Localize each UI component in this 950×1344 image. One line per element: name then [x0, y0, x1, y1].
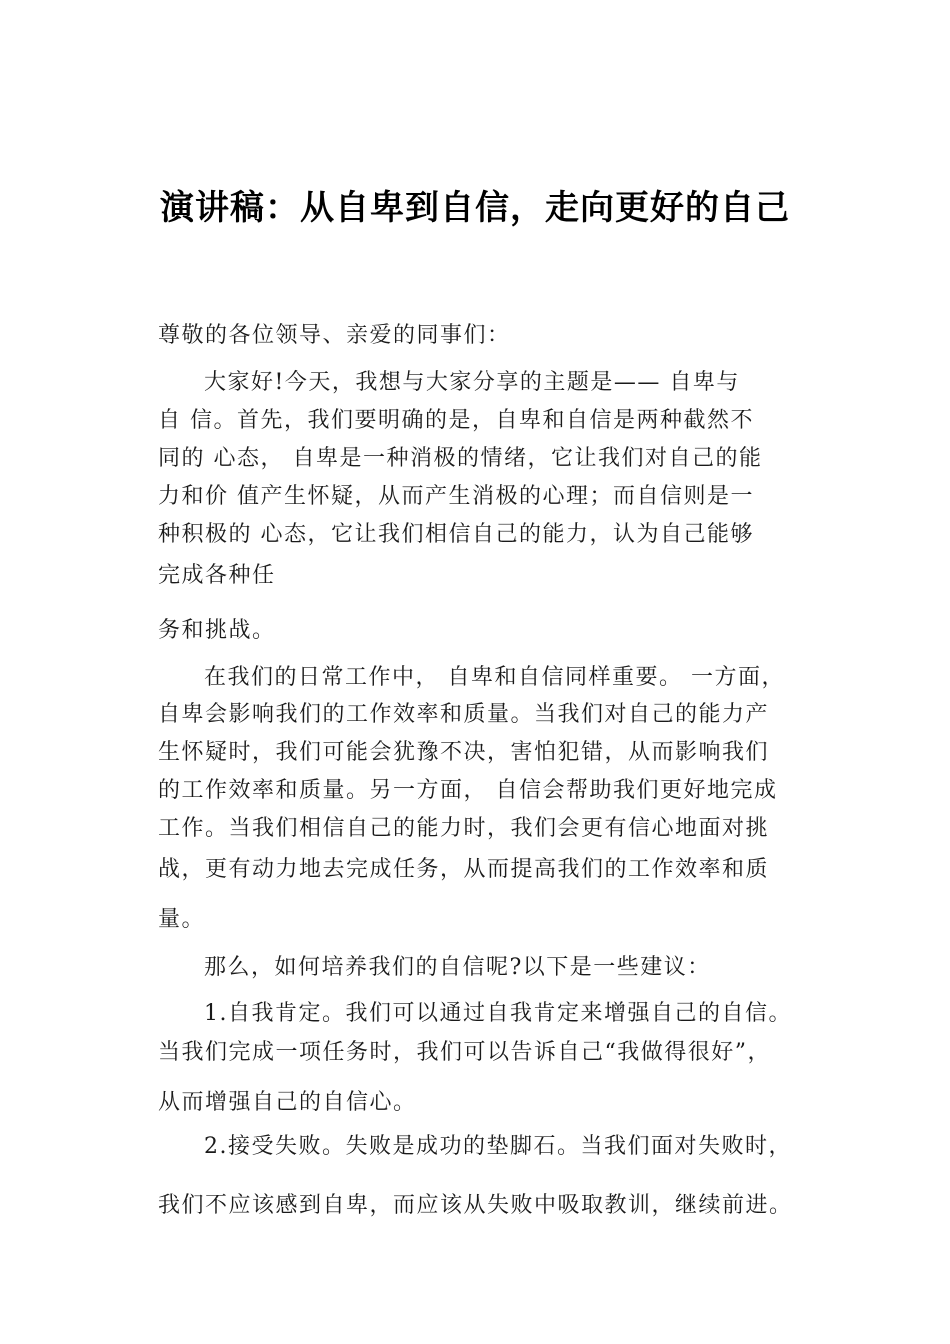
list-item-line: 从而增强自己的自信心。	[158, 1090, 417, 1115]
paragraph-line: 大家好!今天，我想与大家分享的主题是—— 自卑与	[204, 370, 740, 395]
paragraph-line: 生怀疑时，我们可能会犹豫不决，害怕犯错，从而影响我们	[158, 740, 770, 765]
paragraph-line: 完成各种任	[158, 563, 276, 588]
list-item-line: 2.接受失败。失败是成功的垫脚石。当我们面对失败时，	[204, 1134, 792, 1159]
paragraph-line: 量。	[158, 907, 206, 932]
paragraph-line: 那么，如何培养我们的自信呢?以下是一些建议：	[204, 955, 711, 980]
salutation: 尊敬的各位领导、亲爱的同事们：	[158, 323, 511, 348]
paragraph-line: 工作。当我们相信自己的能力时，我们会更有信心地面对挑	[158, 816, 770, 841]
paragraph-line: 战，更有动力地去完成任务，从而提高我们的工作效率和质	[158, 857, 770, 882]
paragraph-line: 力和价 值产生怀疑，从而产生消极的心理；而自信则是一	[158, 484, 754, 509]
list-item-line: 我们不应该感到自卑，而应该从失败中吸取教训，继续前进。	[158, 1193, 793, 1218]
paragraph-line: 自 信。首先，我们要明确的是，自卑和自信是两种截然不	[158, 408, 754, 433]
list-item-line: 当我们完成一项任务时，我们可以告诉自己“我做得很好”，	[158, 1040, 771, 1065]
list-item-line: 1.自我肯定。我们可以通过自我肯定来增强自己的自信。	[204, 1001, 792, 1026]
paragraph-line: 自卑会影响我们的工作效率和质量。当我们对自己的能力产	[158, 702, 770, 727]
paragraph-line: 在我们的日常工作中， 自卑和自信同样重要。 一方面，	[204, 665, 785, 690]
paragraph-line: 务和挑战。	[158, 618, 276, 643]
paragraph-line: 种积极的 心态，它让我们相信自己的能力，认为自己能够	[158, 522, 754, 547]
document-title: 演讲稿：从自卑到自信，走向更好的自己	[160, 188, 790, 228]
paragraph-line: 同的 心态， 自卑是一种消极的情绪，它让我们对自己的能	[158, 446, 763, 471]
paragraph-line: 的工作效率和质量。另一方面， 自信会帮助我们更好地完成	[158, 778, 778, 803]
